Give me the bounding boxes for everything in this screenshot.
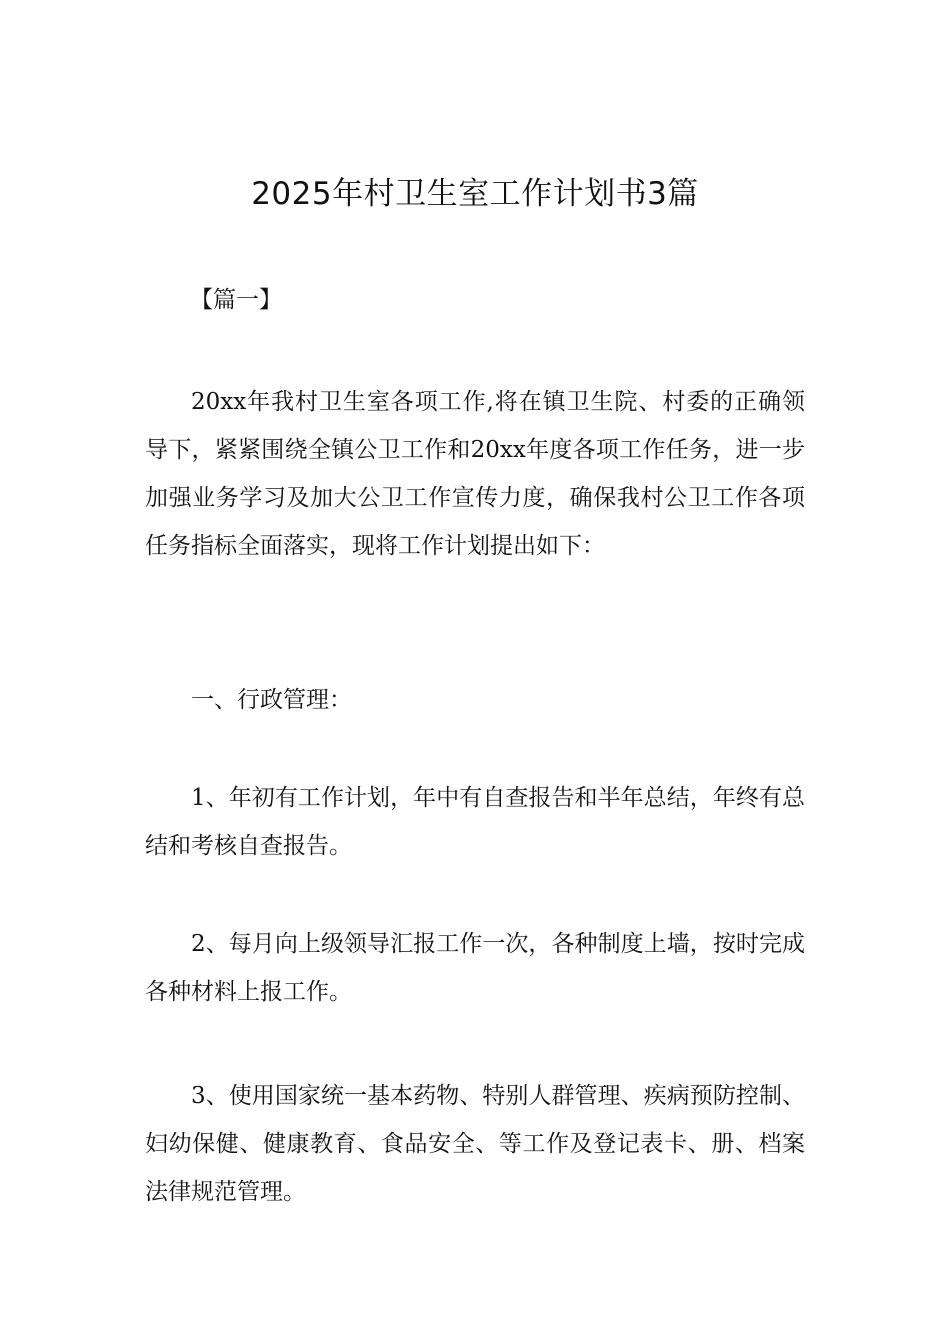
- section-heading-admin: 一、行政管理：: [191, 687, 352, 713]
- list-item-1: 1、年初有工作计划，年中有自查报告和半年总结，年终有总结和考核自查报告。: [145, 785, 805, 859]
- document-title: 2025年村卫生室工作计划书3篇: [251, 176, 699, 212]
- list-item-3: 3、使用国家统一基本药物、特别人群管理、疾病预防控制、妇幼保健、健康教育、食品安全、等工作及登记表卡、册、档案法律规范管理。: [145, 1083, 805, 1205]
- intro-paragraph: 20xx年我村卫生室各项工作,将在镇卫生院、村委的正确领导下，紧紧围绕全镇公卫工作和20xx年度各项工作任务，进一步加强业务学习及加大公卫工作宣传力度，确保我村公卫工作各项任务指标全面落实，现将工作计划提出如下：: [145, 389, 805, 559]
- list-item-2: 2、每月向上级领导汇报工作一次，各种制度上墙，按时完成各种材料上报工作。: [145, 931, 805, 1005]
- section-tag: 【篇一】: [190, 287, 282, 313]
